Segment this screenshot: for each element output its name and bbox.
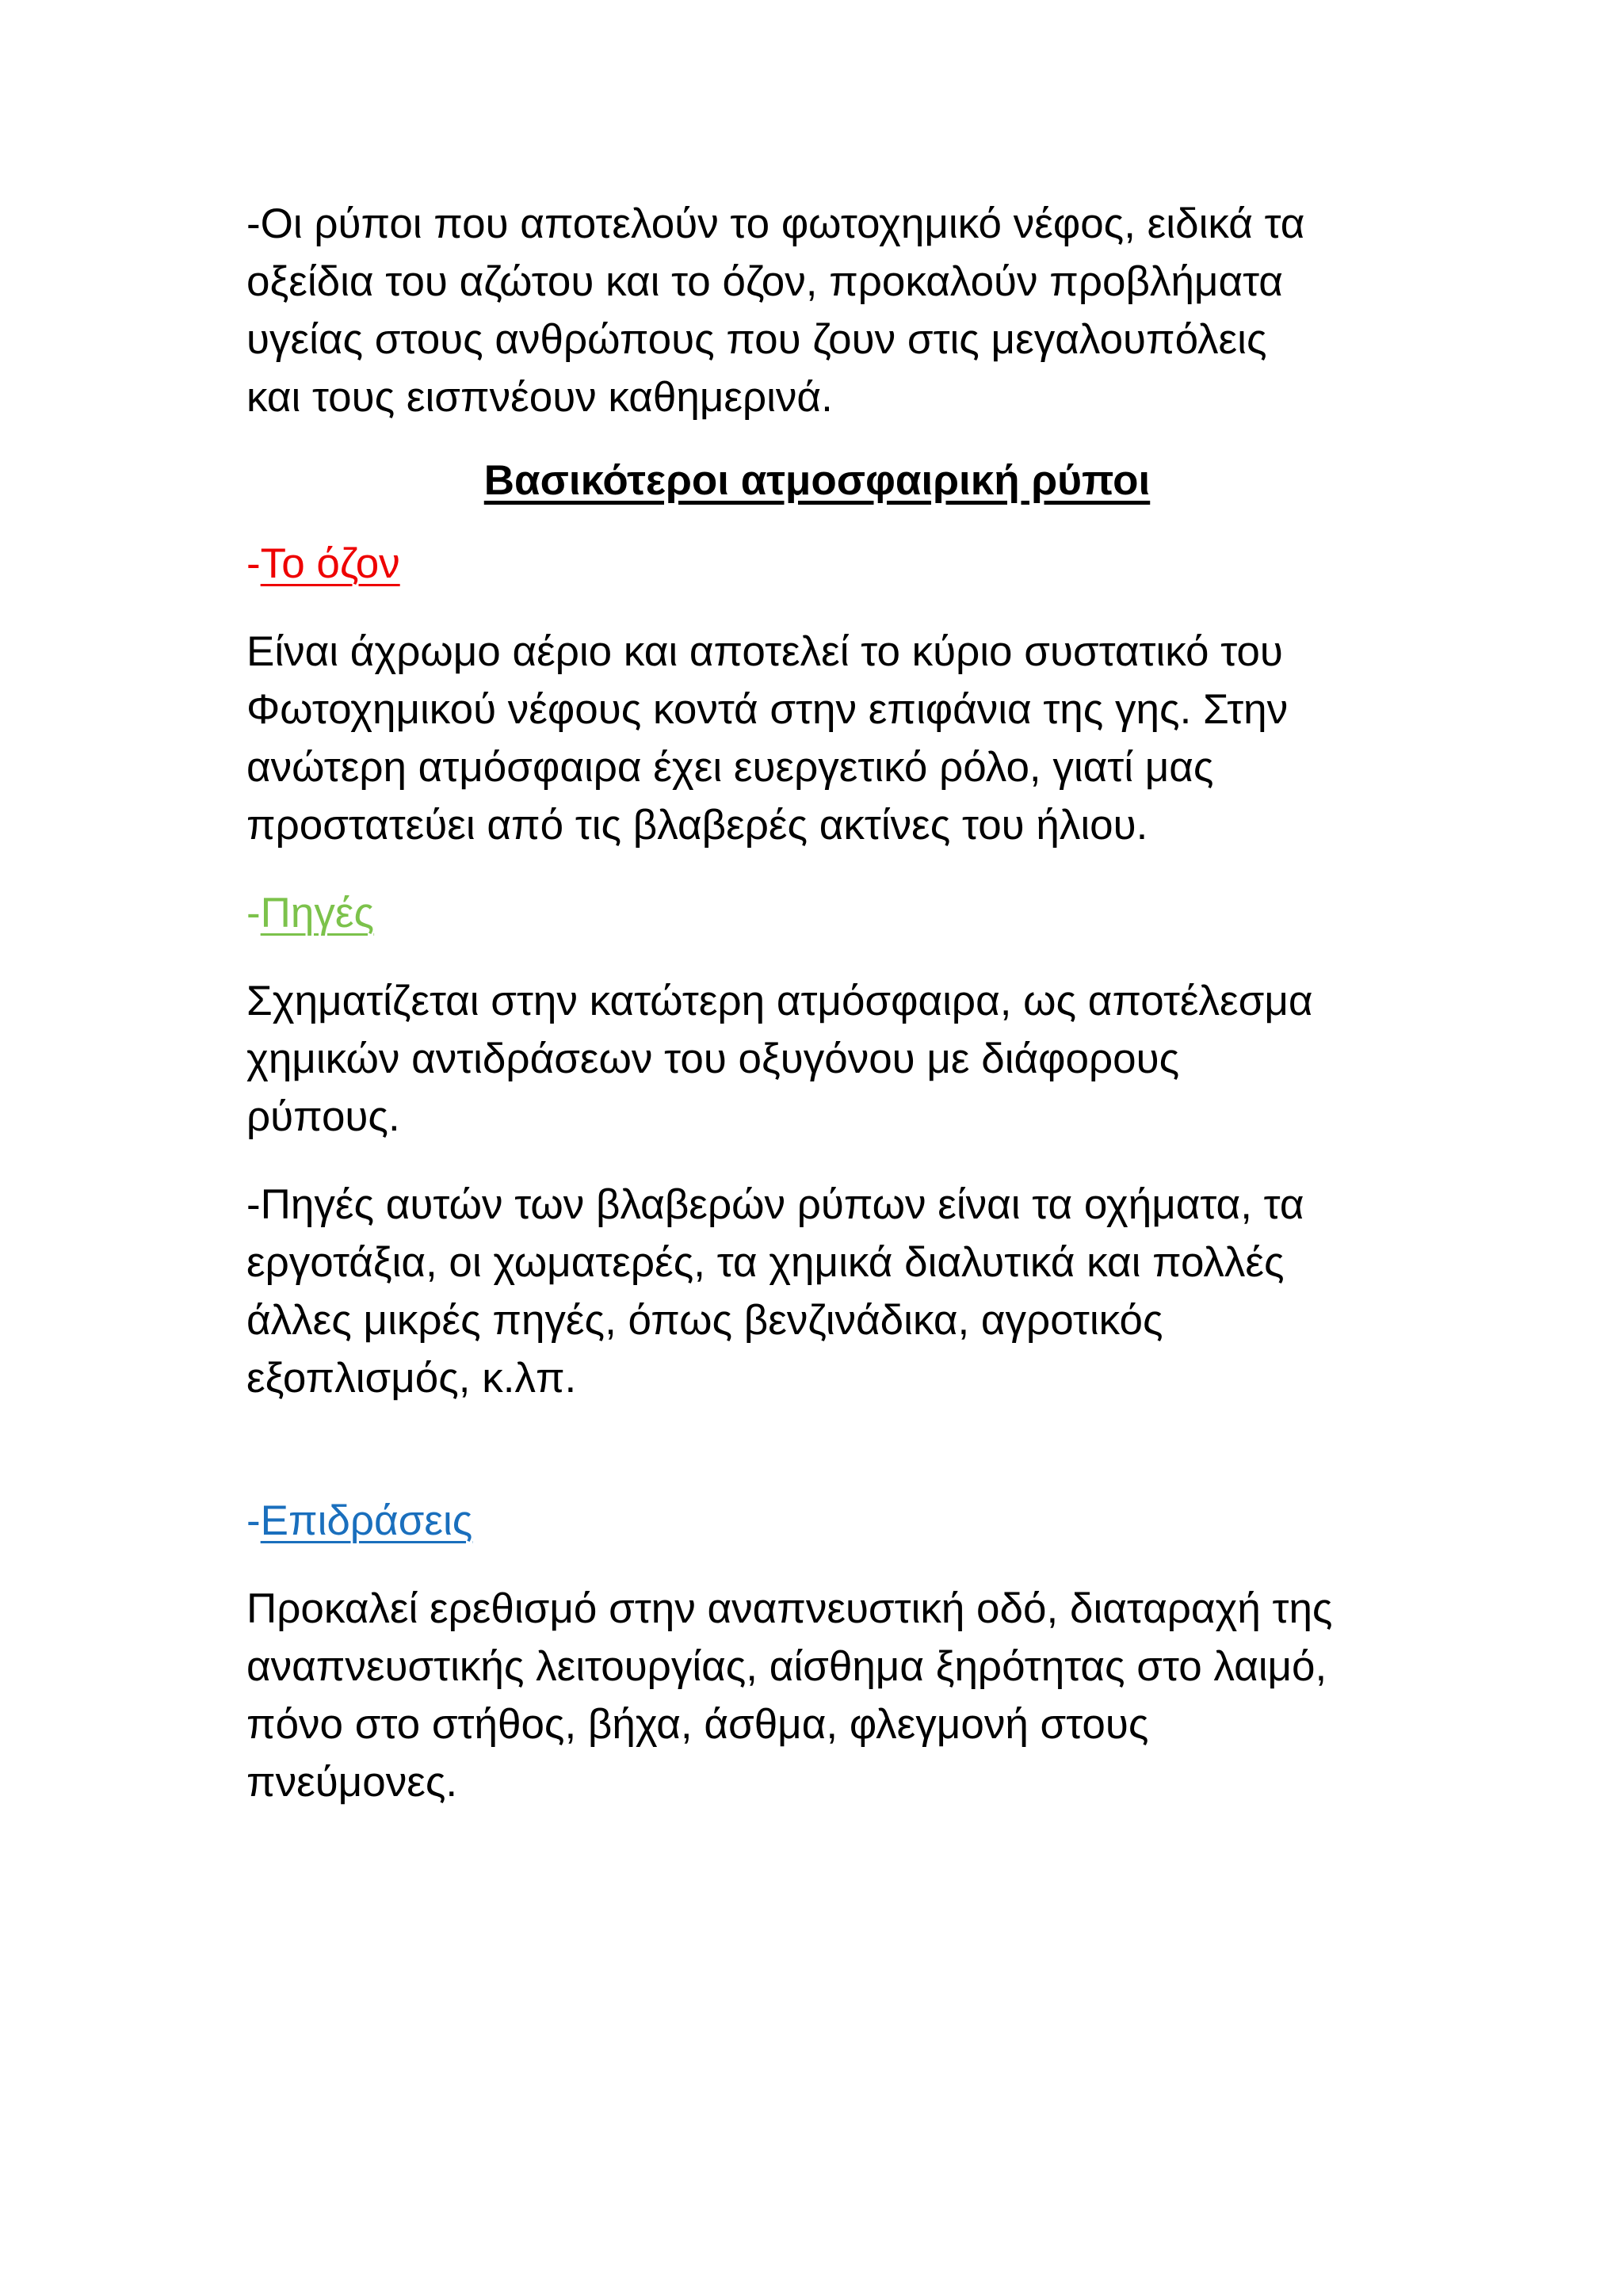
subheading-ozone-label: Το όζον: [260, 540, 400, 587]
subheading-effects: [246, 1492, 1388, 1550]
subheading-ozone: [246, 535, 1388, 593]
sources-list-paragraph: -Πηγές αυτών των βλαβερών ρύπων είναι τα οχήματα, τα εργοτάξια, οι χωματερές, τα χημικά διαλυτικά και πολλές άλλες μικρές πηγές, όπως βενζινάδικα, αγροτικός εξοπλισμός, κ.λπ.: [246, 1181, 1304, 1402]
subheading-dash: -: [246, 890, 261, 936]
spacer: [246, 1550, 1388, 1580]
spacer: [246, 942, 1388, 972]
ozone-paragraph: Είναι άχρωμο αέριο και αποτελεί το κύριο συστατικό του Φωτοχημικού νέφους κοντά στην επιφάνια της γης. Στην ανώτερη ατμόσφαιρα έχει ευεργετικό ρόλο, γιατί μας προστατεύει από τις βλαβερές ακτίνες του ήλιου.: [246, 628, 1289, 849]
spacer: [246, 1407, 1388, 1492]
document-title: Βασικότεροι ατμοσφαιρική ρύποι: [483, 457, 1151, 504]
sources-paragraph: Σχηματίζεται στην κατώτερη ατμόσφαιρα, ως αποτέλεσμα χημικών αντιδράσεων του οξυγόνου με διάφορους ρύπους.: [246, 978, 1313, 1140]
subheading-dash: -: [246, 540, 261, 587]
spacer: [246, 854, 1388, 884]
spacer: [246, 1146, 1388, 1176]
effects-paragraph: Προκαλεί ερεθισμό στην αναπνευστική οδό, διαταραχή της αναπνευστικής λειτουργίας, αίσθημα ξηρότητας στο λαιμό, πόνο στο στήθος, βήχα, άσθμα, φλεγμονή στους πνεύμονες.: [246, 1585, 1333, 1806]
subheading-sources-label: Πηγές: [260, 890, 375, 936]
subheading-dash: -: [246, 1497, 261, 1544]
subheading-effects-label: Επιδράσεις: [260, 1497, 473, 1544]
spacer: [246, 426, 1388, 452]
subheading-sources: [246, 884, 1388, 942]
spacer: [246, 593, 1388, 623]
intro-paragraph: -Οι ρύποι που αποτελούν το φωτοχημικό νέφος, ειδικά τα οξείδια του αζώτου και το όζον, προκαλούν προβλήματα υγείας στους ανθρώπους που ζουν στις μεγαλουπόλεις και τους εισπνέουν καθημερινά.: [246, 200, 1305, 421]
text-column: [246, 195, 1388, 1811]
spacer: [246, 509, 1388, 535]
